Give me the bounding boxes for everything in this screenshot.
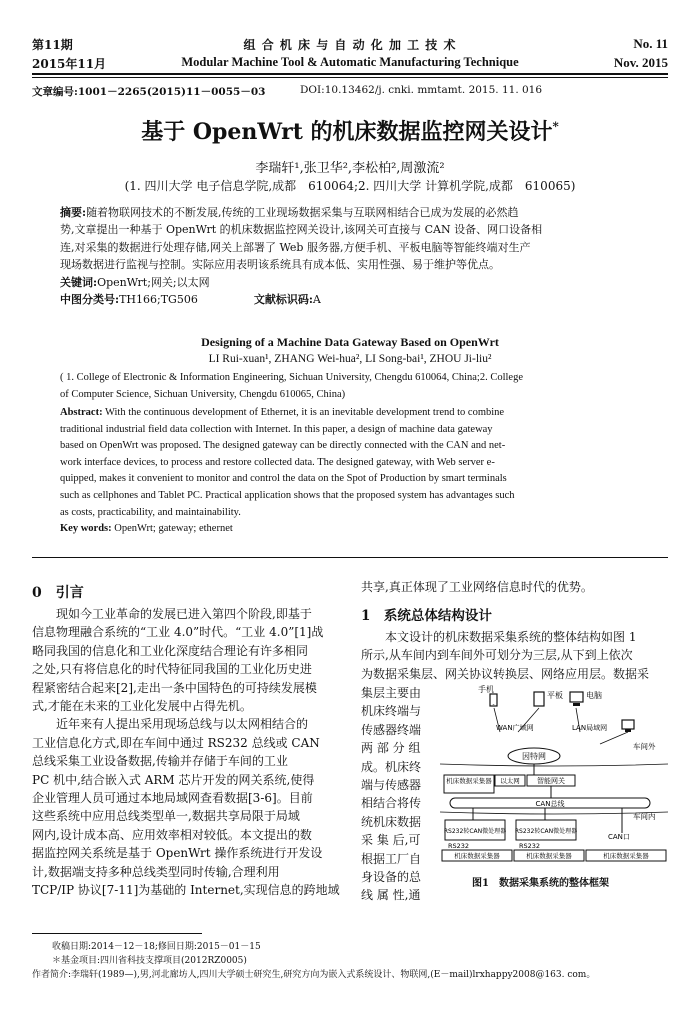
- section1-narrow-text: 集层主要由 机床终端与 传感器终端 两 部 分 组 成。机床终 端与传感器 相结合将传 统机床数据 采 集 后,可 根据工厂自 身设备的总 线 属 性,通: [361, 686, 422, 903]
- classification: 中图分类号:TH166;TG506 文献标识码:A: [60, 293, 321, 307]
- section0-body: 现如今工业革命的发展已进入第四个阶段,即基于 信息物理融合系统的“工业 4.0”时代。“工业 4.0”[1]战 略同我国的信息化和工业化深度结合理论有许多相同 之处,只有将信息化的时代特征同我国的工业化历史进 程紧密结合起来[2],走出一条中国特色的可持续发展模 式,才能在未来的工业化发展中占得先机。 近年来有人提出采用现场总线与以太网相结合的 工业信息化方式,即在车间中通过 RS232 总线或 CAN 总线采集工业设备数据,传输并存储于车间的工业 PC 机中,结合嵌入式 ARM 芯片开发的网关系统,使得 企业管理人员可通过本地局域网查看数据[3-6]。目前 这些系统中应用总线类型单一,数据共享局限于局域 网内,设计成本高、应用效率相对较低。本文提出的数 据监控网关系统是基于 OpenWrt 操作系统进行开发设 计,数据端支持多种总线类型同时传输,合理利用 TCP/IP 协议[7-11]为基础的 Internet,实现信息的跨地域: [32, 607, 340, 898]
- paper-title-en: Designing of a Machine Data Gateway Based on OpenWrt: [201, 335, 499, 349]
- footnote-rule: [32, 933, 202, 934]
- authors-en: LI Rui-xuan¹, ZHANG Wei-hua², LI Song-bai¹, ZHOU Ji-liu²: [208, 353, 492, 365]
- fund-project: ＊基金项目:四川省科技支撑项目(2012RZ0005): [52, 956, 247, 966]
- label-collector-a: 机床数据采集器: [454, 852, 500, 860]
- label-rs232can-a: RS232转CAN微处理器: [443, 828, 507, 835]
- keywords-en: Key words: OpenWrt; gateway; ethernet: [60, 523, 233, 535]
- received-date: 收稿日期:2014－12－18;修回日期:2015－01－15: [52, 942, 261, 952]
- label-collector-c: 机床数据采集器: [603, 852, 649, 860]
- label-phone: 手机: [478, 685, 494, 694]
- abstract-cn: 摘要:随着物联网技术的不断发展,传统的工业现场数据采集与互联网相结合已成为发展的必然趋 势,文章提出一种基于 OpenWrt 的机床数据监控网关设计,该网关可直接与 CAN 设备、网口设备相 连,对采集的数据进行处理存储,网关上部署了 Web 服务器,方便手机、平板电脑等智能终端对生产 现场数据进行监视与控制。实际应用表明该系统具有成本低、实用性强、易于维护等优点。 关键词:OpenWrt;网关;以太网 中图分类号:TH166;TG506 文献标识码:A: [60, 204, 640, 308]
- figure-1-caption: 图1 数据采集系统的整体框架: [472, 878, 609, 889]
- header-rule-thick: [32, 73, 668, 75]
- paper-title-cn: 基于 OpenWrt 的机床数据监控网关设计*: [141, 119, 559, 145]
- label-tablet: 平板: [547, 691, 563, 700]
- abstract-en: Abstract: With the continuous development of Ethernet, it is an inevitable development trend to combine traditional industrial field data collection with Internet. In this paper, a design of machine data gateway based on OpenWrt was proposed. The designed gateway can be directly connected with the CAN and net- work interface devices, to process and restore collected data. The designed gateway, with Web server e- quipped, makes it convenient to monitor and control the data on the Spot of Production by smart terminals such as cellphones and Tablet PC. Practical application shows that the proposed system has advantages such as costs, practicability, and maintainability. Key words: OpenWrt; gateway; ethernet: [60, 405, 650, 538]
- issue-date-en: Nov. 2015: [613, 55, 668, 70]
- author-bio: 作者简介:李瑞轩(1989—),男,河北廊坊人,四川大学硕士研究生,研究方向为嵌入式系统设计、物联网,(E－mail)lrxhappy2008@163. com。: [32, 970, 596, 980]
- abstract-rule: [32, 557, 668, 558]
- keywords-cn: 关键词:OpenWrt;网关;以太网: [60, 275, 210, 289]
- article-number: 文章编号:1001－2265(2015)11－0055－03: [32, 86, 266, 98]
- affiliation-cn: (1. 四川大学 电子信息学院,成都 610064;2. 四川大学 计算机学院,成都 610065): [124, 179, 576, 193]
- label-wan: WAN广域网: [496, 724, 534, 732]
- pc-icon-right: [622, 720, 634, 732]
- pc-icon: [570, 692, 583, 706]
- affiliation-en: ( 1. College of Electronic & Information Engineering, Sichuan University, Chengdu 610064, China;2. College of Computer Science, Sichuan University, Chengdu 610065, China): [60, 372, 523, 400]
- label-smart-gw: 智能网关: [537, 777, 565, 785]
- label-gateway: 机床数据采集器: [446, 777, 492, 785]
- label-rs232can-b: RS232转CAN微处理器: [514, 828, 578, 835]
- header-rule-thin: [32, 77, 668, 78]
- section1-heading: 1 系统总体结构设计: [361, 608, 492, 624]
- footnotes: [32, 940, 596, 982]
- label-lan: LAN局域网: [572, 724, 608, 732]
- tablet-icon: [534, 692, 544, 706]
- phone-icon: [490, 694, 497, 706]
- journal-title-en: Modular Machine Tool & Automatic Manufacturing Technique: [181, 55, 519, 69]
- doi: DOI:10.13462/j. cnki. mmtamt. 2015. 11. 016: [300, 84, 543, 96]
- label-eth-port: 以太网: [500, 777, 520, 785]
- authors-cn: 李瑞轩¹,张卫华²,李松柏²,周激流²: [255, 161, 445, 176]
- journal-title-cn: 组 合 机 床 与 自 动 化 加 工 技 术: [243, 38, 457, 52]
- section1-top-line: 共享,真正体现了工业网络信息时代的优势。: [361, 580, 593, 594]
- label-collector-b: 机床数据采集器: [526, 852, 572, 860]
- label-ethernet: 因特网: [522, 752, 546, 761]
- label-rs232-a: RS232: [448, 842, 470, 850]
- label-outside: 车间外: [633, 742, 656, 751]
- section1-body: 本文设计的机床数据采集系统的整体结构如图 1 所示,从车间内到车间外可划分为三层,从下到上依次 为数据采集层、网关协议转换层、网络应用层。数据采: [361, 630, 650, 681]
- issue-number-cn: 第11期: [32, 38, 73, 52]
- label-can-port: CAN口: [608, 833, 630, 841]
- issue-date-cn: 2015年11月: [32, 57, 107, 71]
- label-rs232-b: RS232: [519, 842, 541, 850]
- label-can-bus: CAN总线: [535, 800, 565, 808]
- issue-number-en: No. 11: [633, 36, 668, 51]
- figure-1-diagram: [440, 682, 668, 862]
- section0-heading: 0 引言: [32, 585, 84, 601]
- label-pc: 电脑: [586, 691, 602, 700]
- label-inside: 车间内: [633, 812, 656, 821]
